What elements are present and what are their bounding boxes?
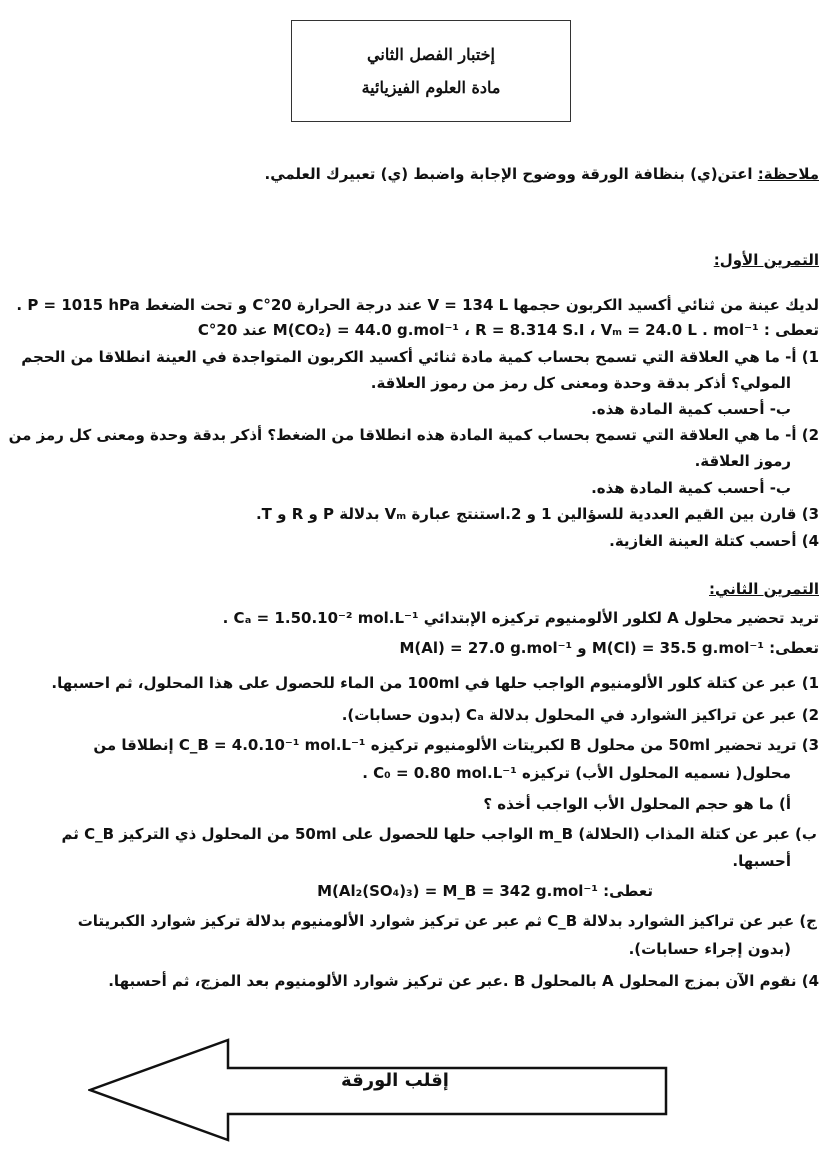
ex2-q3c-line2: (بدون إجراء حسابات). — [628, 940, 791, 958]
note-line — [12, 163, 819, 185]
ex2-q4: 4) نقوم الآن بمزج المحلول A بالمحلول B .عبر عن تركيز شوارد الألومنيوم بعد المزج، ثم أحسبها. — [108, 972, 819, 990]
ex1-intro: لديك عينة من ثنائي أكسيد الكربون حجمها V = 134 L عند درجة الحرارة 20°C و تحت الضغط P = 1015 hPa . — [16, 296, 819, 314]
title-box — [291, 20, 571, 122]
ex2-q2: 2) عبر عن تراكيز الشوارد في المحلول بدلالة Cₐ (بدون حسابات). — [341, 706, 819, 724]
ex1-q4: 4) أحسب كتلة العينة الغازية. — [609, 532, 819, 550]
ex2-heading: التمرين الثاني: — [709, 580, 819, 598]
note-label: ملاحظة: — [757, 165, 819, 183]
ex1-q1b: ب- أحسب كمية المادة هذه. — [591, 400, 791, 418]
ex1-q1a-line2: المولي؟ أذكر بدقة وحدة ومعنى كل رمز من رموز العلاقة. — [370, 374, 791, 392]
ex2-q3b-line2: أحسبها. — [732, 852, 791, 870]
ex2-q3b-line1: ب) عبر عن كتلة المذاب (الحلالة) m_B الواجب حلها للحصول على 50ml من المحلول ذي التركيز C_B ثم — [61, 825, 817, 843]
ex1-q1a-line1: 1) أ- ما هي العلاقة التي تسمح بحساب كمية مادة ثنائي أكسيد الكربون المتواجدة في العينة انطلاقا من الحجم — [21, 348, 819, 366]
ex2-q1: 1) عبر عن كتلة كلور الألومنيوم الواجب حلها في 100ml من الماء للحصول على هذا المحلول، ثم احسبها. — [51, 674, 819, 692]
ex1-q2b: ب- أحسب كمية المادة هذه. — [591, 479, 791, 497]
ex2-q3a: أ) ما هو حجم المحلول الأب الواجب أخذه ؟ — [483, 795, 791, 813]
ex2-q3-line1: 3) تريد تحضير 50ml من محلول B لكبريتات الألومنيوم تركيزه C_B = 4.0.10⁻¹ mol.L⁻¹ إنطلاقا من — [93, 736, 819, 754]
ex2-q3-given: تعطى: M(Al₂(SO₄)₃) = M_B = 342 g.mol⁻¹ — [317, 882, 653, 900]
exam-title: إختبار الفصل الثاني — [367, 45, 495, 64]
note-text: اعتن(ي) بنظافة الورقة ووضوح الإجابة واضبط (ي) تعبيرك العلمي. — [264, 165, 753, 183]
turn-page-label: إقلب الورقة — [341, 1070, 449, 1091]
ex2-given: تعطى: M(Cl) = 35.5 g.mol⁻¹ و M(Al) = 27.0 g.mol⁻¹ — [399, 639, 819, 657]
subject-title: مادة العلوم الفيزيائية — [361, 78, 501, 97]
ex2-q3c-line1: ج) عبر عن تراكيز الشوارد بدلالة C_B ثم عبر عن تركيز شوارد الألومنيوم بدلالة تركيز شوارد الكبريتات — [77, 912, 817, 930]
ex2-intro: تريد تحضير محلول A لكلور الألومنيوم تركيزه الإبتدائي Cₐ = 1.50.10⁻² mol.L⁻¹ . — [222, 609, 819, 627]
ex1-q2a-line1: 2) أ- ما هي العلاقة التي تسمح بحساب كمية المادة هذه انطلاقا من الضغط؟ أذكر بدقة وحدة ومعنى كل رمز من — [8, 426, 819, 444]
ex1-q3: 3) قارن بين القيم العددية للسؤالين 1 و 2.استنتج عبارة Vₘ بدلالة P و R و T. — [255, 505, 819, 523]
ex1-given: تعطى : M(CO₂) = 44.0 g.mol⁻¹ ، R = 8.314 S.I ، Vₘ = 24.0 L . mol⁻¹ عند 20°C — [197, 321, 819, 339]
ex1-heading: التمرين الأول: — [713, 251, 819, 269]
ex2-q3-line2: محلول( نسميه المحلول الأب) تركيزه C₀ = 0.80 mol.L⁻¹ . — [362, 764, 791, 782]
ex1-q2a-line2: رموز العلاقة. — [694, 452, 791, 470]
